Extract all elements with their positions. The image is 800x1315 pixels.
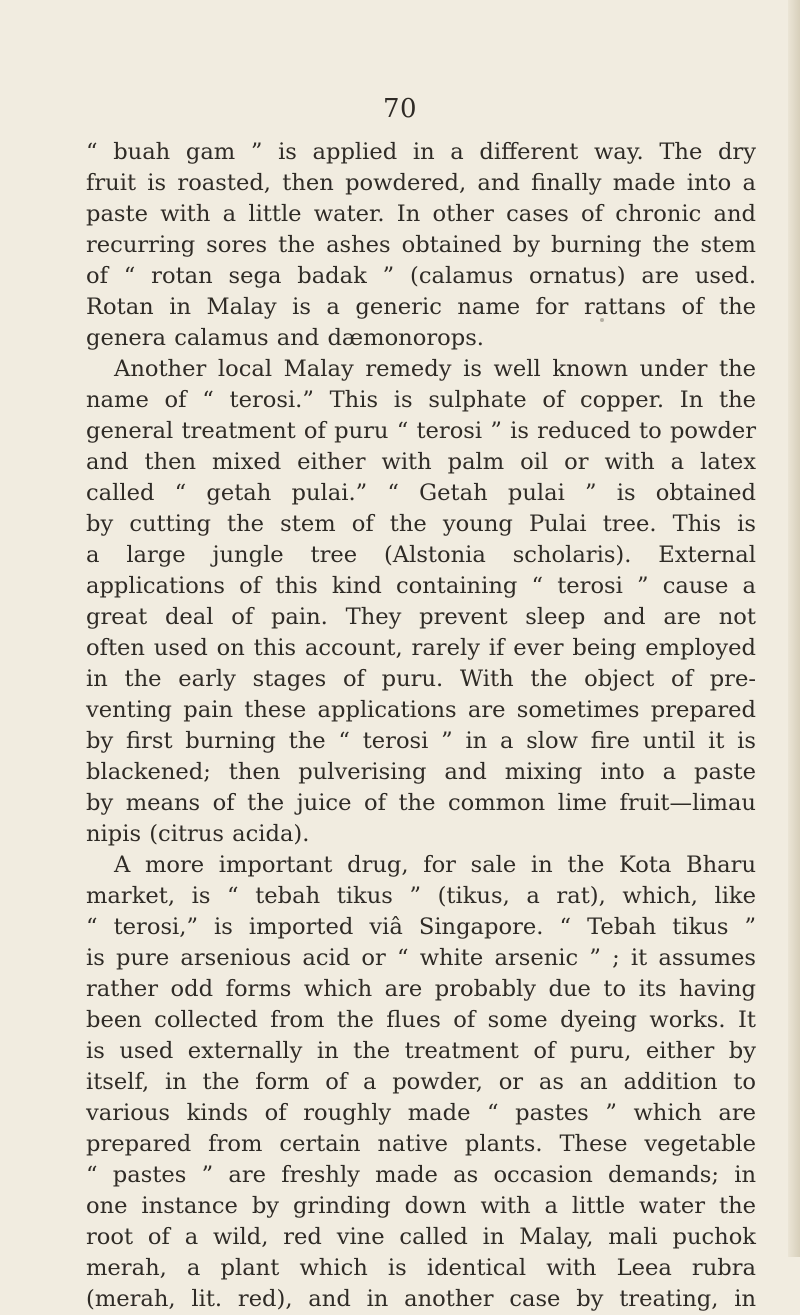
- text-line: and then mixed either with palm oil or with a latex: [86, 449, 756, 475]
- text-line: rather odd forms which are probably due to its having: [86, 976, 756, 1002]
- text-line: is used externally in the treatment of puru, either by: [86, 1038, 756, 1064]
- page-number: 70: [382, 94, 418, 124]
- text-line: in the early stages of puru. With the object of pre-: [86, 666, 756, 692]
- text-line: blackened; then pulverising and mixing into a paste: [86, 759, 756, 785]
- text-line: general treatment of puru “ terosi ” is reduced to powder: [86, 418, 756, 444]
- text-line: by first burning the “ terosi ” in a slow fire until it is: [86, 728, 756, 754]
- text-line: often used on this account, rarely if ever being employed: [86, 635, 756, 661]
- text-line: market, is “ tebah tikus ” (tikus, a rat), which, like: [86, 883, 756, 909]
- text-line: been collected from the flues of some dyeing works. It: [86, 1007, 756, 1033]
- text-line: root of a wild, red vine called in Malay, mali puchok: [86, 1224, 756, 1250]
- text-line: fruit is roasted, then powdered, and finally made into a: [86, 170, 756, 196]
- text-line: (merah, lit. red), and in another case by treating, in: [86, 1286, 756, 1312]
- text-line: Rotan in Malay is a generic name for rattans of the: [86, 294, 756, 320]
- text-line: “ buah gam ” is applied in a different way. The dry: [86, 139, 756, 165]
- text-line: “ pastes ” are freshly made as occasion demands; in: [86, 1162, 756, 1188]
- text-line: genera calamus and dæmonorops.: [86, 325, 484, 351]
- text-line: recurring sores the ashes obtained by burning the stem: [86, 232, 756, 258]
- text-line: by cutting the stem of the young Pulai tree. This is: [86, 511, 756, 537]
- text-line: nipis (citrus acida).: [86, 821, 310, 847]
- text-line: is pure arsenious acid or “ white arsenic ” ; it assumes: [86, 945, 756, 971]
- text-line: called “ getah pulai.” “ Getah pulai ” is obtained: [86, 480, 756, 506]
- body-text: [86, 137, 756, 1315]
- text-line: itself, in the form of a powder, or as an addition to: [86, 1069, 756, 1095]
- text-line: prepared from certain native plants. These vegetable: [86, 1131, 756, 1157]
- text-line: great deal of pain. They prevent sleep and are not: [86, 604, 756, 630]
- text-line: name of “ terosi.” This is sulphate of copper. In the: [86, 387, 756, 413]
- text-line: venting pain these applications are sometimes prepared: [86, 697, 756, 723]
- text-line: paste with a little water. In other cases of chronic and: [86, 201, 756, 227]
- text-line: one instance by grinding down with a little water the: [86, 1193, 756, 1219]
- paragraph-start-line: A more important drug, for sale in the Kota Bharu: [114, 852, 756, 878]
- text-line: by means of the juice of the common lime fruit—limau: [86, 790, 756, 816]
- text-line: various kinds of roughly made “ pastes ” which are: [86, 1100, 756, 1126]
- text-line: applications of this kind containing “ terosi ” cause a: [86, 573, 756, 599]
- text-line: a large jungle tree (Alstonia scholaris). External: [86, 542, 756, 568]
- text-line: of “ rotan sega badak ” (calamus ornatus) are used.: [86, 263, 756, 289]
- page-edge-shadow: [788, 0, 800, 1257]
- text-line: “ terosi,” is imported viâ Singapore. “ Tebah tikus ”: [86, 914, 756, 940]
- text-line: merah, a plant which is identical with Leea rubra: [86, 1255, 756, 1281]
- paragraph-start-line: Another local Malay remedy is well known under the: [114, 356, 756, 382]
